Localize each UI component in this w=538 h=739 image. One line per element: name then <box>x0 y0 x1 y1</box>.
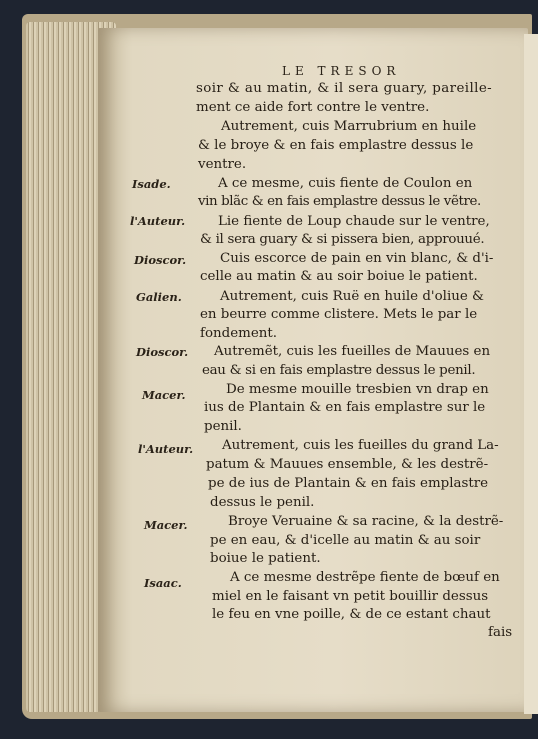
text-line: Autrement, cuis les fueilles du grand La- <box>222 438 499 453</box>
text-line: Autrement, cuis Ruë en huile d'oliue & <box>220 289 484 304</box>
text-line: A ce mesme destrẽpe fiente de bœuf en <box>230 570 500 585</box>
margin-note: Dioscor. <box>136 345 189 359</box>
text-line: patum & Mauues ensemble, & les destrẽ- <box>206 457 489 472</box>
text-line: A ce mesme, cuis fiente de Coulon en <box>218 176 473 191</box>
margin-note: l'Auteur. <box>138 442 194 456</box>
text-line: De mesme mouille tresbien vn drap en <box>226 382 489 397</box>
text-line: soir & au matin, & il sera guary, pareille- <box>196 81 493 96</box>
text-line: fondement. <box>200 326 278 341</box>
text-line: Autremẽt, cuis les fueilles de Mauues en <box>214 344 491 359</box>
margin-note: Isade. <box>132 177 171 191</box>
text-line: eau & si en fais emplastre dessus le penil. <box>202 363 476 378</box>
margin-note: l'Auteur. <box>130 214 186 228</box>
text-line: ventre. <box>198 157 247 172</box>
text-line: pe en eau, & d'icelle au matin & au soir <box>210 533 481 548</box>
text-line: penil. <box>204 419 242 434</box>
margin-note: Galien. <box>136 290 182 304</box>
text-line: Cuis escorce de pain en vin blanc, & d'i- <box>220 251 494 266</box>
text-line: Lie fiente de Loup chaude sur le ventre, <box>218 214 490 229</box>
text-line: pe de ius de Plantain & en fais emplastre <box>208 476 489 491</box>
text-line: ius de Plantain & en fais emplastre sur le <box>204 400 486 415</box>
margin-note: Dioscor. <box>134 253 187 267</box>
text-line: & il sera guary & si pissera bien, approuué. <box>200 232 485 247</box>
text-line: ment ce aide fort contre le ventre. <box>196 100 430 115</box>
margin-note: Macer. <box>142 388 186 402</box>
text-line: Autrement, cuis Marrubrium en huile <box>221 119 477 134</box>
running-header: LE TRESOR <box>282 64 401 78</box>
text-line: boiue le patient. <box>210 551 321 566</box>
text-line: Broye Veruaine & sa racine, & la destrẽ- <box>228 514 504 529</box>
text-line: celle au matin & au soir boiue le patient. <box>200 269 478 284</box>
text-line: miel en le faisant vn petit bouillir dessus <box>212 589 489 604</box>
text-line: en beurre comme clistere. Mets le par le <box>200 307 478 322</box>
margin-note: Isaac. <box>144 576 182 590</box>
text-line: fais <box>488 625 513 640</box>
text-line: vin blãc & en fais emplastre dessus le vẽtre. <box>198 194 481 209</box>
text-line: le feu en vne poille, & de ce estant chaut <box>212 607 491 622</box>
text-line: & le broye & en fais emplastre dessus le <box>198 138 474 153</box>
margin-note: Macer. <box>144 518 188 532</box>
text-line: dessus le penil. <box>210 495 315 510</box>
